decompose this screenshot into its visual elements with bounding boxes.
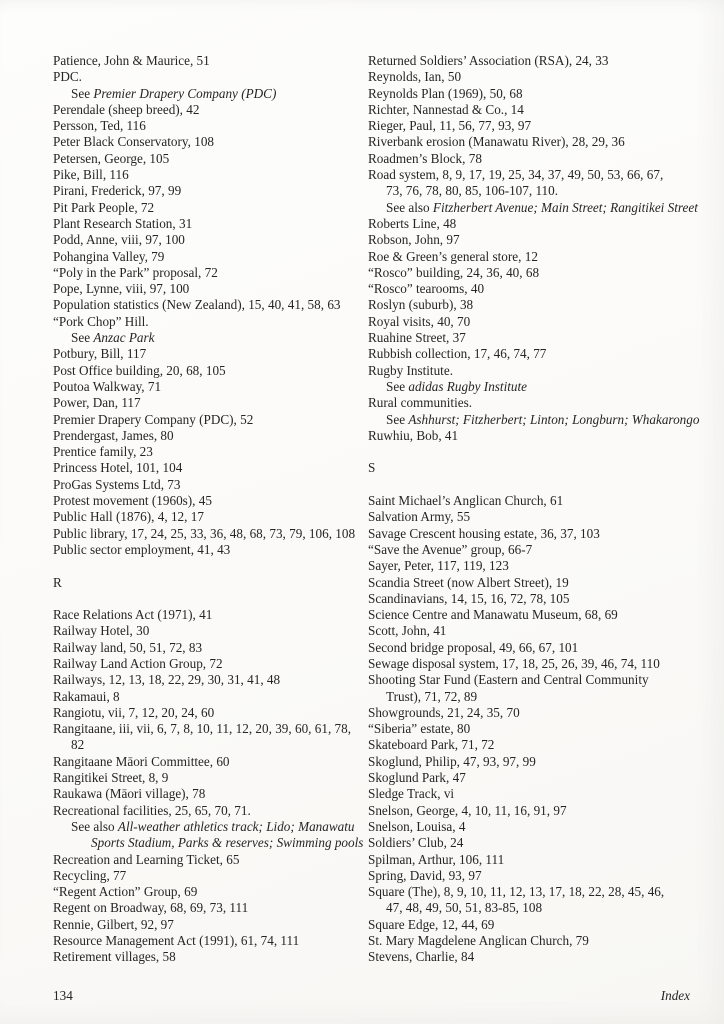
- index-entry: Population statistics (New Zealand), 15, 40, 41, 58, 63: [53, 297, 341, 313]
- index-entry: Resource Management Act (1991), 61, 74, 111: [53, 933, 300, 949]
- index-entry: Rangitaane Māori Committee, 60: [53, 753, 230, 769]
- index-entry: Persson, Ted, 116: [53, 118, 146, 134]
- index-entry: Square (The), 8, 9, 10, 11, 12, 13, 17, 18, 22, 28, 45, 46,: [368, 884, 665, 900]
- index-entry: Railways, 12, 13, 18, 22, 29, 30, 31, 41, 48: [53, 672, 281, 688]
- index-entry: Peter Black Conservatory, 108: [53, 134, 215, 150]
- index-entry-continuation: Trust), 71, 72, 89: [386, 688, 478, 704]
- index-entry: Sewage disposal system, 17, 18, 25, 26, 39, 46, 74, 110: [368, 655, 660, 671]
- index-entry-continuation: 73, 76, 78, 80, 85, 106-107, 110.: [386, 183, 559, 199]
- index-entry: Patience, John & Maurice, 51: [53, 53, 210, 68]
- index-entry: Scandinavians, 14, 15, 16, 72, 78, 105: [368, 590, 570, 606]
- index-entry: “Regent Action” Group, 69: [53, 884, 198, 900]
- index-entry: Prentice family, 23: [53, 444, 153, 460]
- index-entry: Recreation and Learning Ticket, 65: [53, 851, 240, 867]
- index-entry: Poutoa Walkway, 71: [53, 378, 162, 394]
- see-reference: Sports Stadium, Parks & reserves; Swimming pools: [91, 835, 364, 851]
- index-entry: Riverbank erosion (Manawatu River), 28, 29, 36: [368, 134, 625, 150]
- index-entry: Regent on Broadway, 68, 69, 73, 111: [53, 900, 249, 916]
- index-entry: PDC.: [53, 69, 82, 85]
- index-entry: Rangiotu, vii, 7, 12, 20, 24, 60: [53, 704, 215, 720]
- index-entry: “Pork Chop” Hill.: [53, 313, 149, 329]
- index-entry: Perendale (sheep breed), 42: [53, 101, 200, 117]
- blank-line: [53, 591, 363, 607]
- index-entry: Retirement villages, 58: [53, 949, 176, 965]
- index-entry: “Rosco” building, 24, 36, 40, 68: [368, 264, 540, 280]
- running-footer-index-label: Index: [660, 988, 690, 1003]
- index-entry: Roadmen’s Block, 78: [368, 150, 482, 166]
- index-entry: Princess Hotel, 101, 104: [53, 460, 183, 476]
- index-entry: Roberts Line, 48: [368, 215, 457, 231]
- index-entry: Public sector employment, 41, 43: [53, 541, 231, 557]
- index-entry: Railway land, 50, 51, 72, 83: [53, 639, 203, 655]
- index-entry: Railway Land Action Group, 72: [53, 655, 223, 671]
- index-entry: Reynolds Plan (1969), 50, 68: [368, 85, 523, 101]
- index-entry: Snelson, Louisa, 4: [368, 818, 466, 834]
- index-entry: Skoglund Park, 47: [368, 770, 466, 786]
- index-entry: Post Office building, 20, 68, 105: [53, 362, 226, 378]
- index-entry: Pike, Bill, 116: [53, 167, 129, 183]
- index-entry: Square Edge, 12, 44, 69: [368, 916, 495, 932]
- index-entry: Pope, Lynne, viii, 97, 100: [53, 281, 190, 297]
- blank-line: [53, 558, 363, 574]
- index-column-right: [368, 53, 699, 966]
- index-entry: Skateboard Park, 71, 72: [368, 737, 495, 753]
- index-entry: Skoglund, Philip, 47, 93, 97, 99: [368, 753, 536, 769]
- index-entry: Public Hall (1876), 4, 12, 17: [53, 509, 204, 525]
- index-entry: “Rosco” tearooms, 40: [368, 281, 485, 297]
- see-reference: See Ashhurst; Fitzherbert; Linton; Longburn; Whakarongo: [386, 411, 700, 427]
- index-entry: ProGas Systems Ltd, 73: [53, 476, 181, 492]
- index-entry: “Siberia” estate, 80: [368, 721, 471, 737]
- section-heading: R: [53, 574, 63, 590]
- index-entry: Pohangina Valley, 79: [53, 248, 165, 264]
- index-entry: Saint Michael’s Anglican Church, 61: [368, 493, 564, 509]
- index-entry: “Poly in the Park” proposal, 72: [53, 264, 218, 280]
- index-entry-continuation: 82: [71, 737, 85, 753]
- index-entry: Reynolds, Ian, 50: [368, 69, 462, 85]
- index-entry: Robson, John, 97: [368, 232, 460, 248]
- index-entry: Prendergast, James, 80: [53, 427, 174, 443]
- section-heading: S: [368, 460, 376, 476]
- index-entry: Race Relations Act (1971), 41: [53, 607, 213, 623]
- index-entry: Railway Hotel, 30: [53, 623, 150, 639]
- index-entry: Recycling, 77: [53, 867, 127, 883]
- index-entry: Scandia Street (now Albert Street), 19: [368, 574, 569, 590]
- index-entry: Ruahine Street, 37: [368, 330, 466, 346]
- index-entry: Rubbish collection, 17, 46, 74, 77: [368, 346, 547, 362]
- index-entry: Rangitaane, iii, vii, 6, 7, 8, 10, 11, 12, 20, 39, 60, 61, 78,: [53, 721, 352, 737]
- index-column-left: [53, 53, 363, 966]
- index-entry: Rugby Institute.: [368, 362, 453, 378]
- index-entry: Raukawa (Māori village), 78: [53, 786, 206, 802]
- index-entry: Recreational facilities, 25, 65, 70, 71.: [53, 802, 251, 818]
- index-entry: Savage Crescent housing estate, 36, 37, 103: [368, 525, 600, 541]
- index-entry: Potbury, Bill, 117: [53, 346, 147, 362]
- index-entry: Ruwhiu, Bob, 41: [368, 427, 459, 443]
- index-entry: Sledge Track, vi: [368, 786, 455, 802]
- blank-line: [368, 477, 699, 493]
- index-entry: Pit Park People, 72: [53, 199, 155, 215]
- index-entry-continuation: 47, 48, 49, 50, 51, 83-85, 108: [386, 900, 543, 916]
- index-entry: Richter, Nannestad & Co., 14: [368, 101, 524, 117]
- index-entry: Petersen, George, 105: [53, 150, 170, 166]
- index-entry: Podd, Anne, viii, 97, 100: [53, 232, 185, 248]
- index-entry: “Save the Avenue” group, 66-7: [368, 541, 533, 557]
- index-entry: Soldiers’ Club, 24: [368, 835, 464, 851]
- index-entry: Returned Soldiers’ Association (RSA), 24, 33: [368, 53, 609, 68]
- index-entry: Rangitikei Street, 8, 9: [53, 770, 169, 786]
- index-entry: Rennie, Gilbert, 92, 97: [53, 916, 174, 932]
- index-entry: Spring, David, 93, 97: [368, 867, 482, 883]
- see-reference: See also All-weather athletics track; Lido; Manawatu: [71, 818, 355, 834]
- blank-line: [368, 444, 699, 460]
- index-entry: Road system, 8, 9, 17, 19, 25, 34, 37, 49, 50, 53, 66, 67,: [368, 167, 664, 183]
- index-entry: Pirani, Frederick, 97, 99: [53, 183, 182, 199]
- index-entry: Premier Drapery Company (PDC), 52: [53, 411, 254, 427]
- index-entry: Stevens, Charlie, 84: [368, 949, 475, 965]
- index-entry: Public library, 17, 24, 25, 33, 36, 48, 68, 73, 79, 106, 108: [53, 525, 356, 541]
- index-entry: Roe & Green’s general store, 12: [368, 248, 538, 264]
- index-entry: Roslyn (suburb), 38: [368, 297, 474, 313]
- index-entry: Showgrounds, 21, 24, 35, 70: [368, 704, 520, 720]
- index-entry: St. Mary Magdelene Anglican Church, 79: [368, 933, 589, 949]
- see-reference: See Anzac Park: [71, 330, 155, 346]
- index-entry: Rural communities.: [368, 395, 473, 411]
- index-entry: Sayer, Peter, 117, 119, 123: [368, 558, 509, 574]
- page-number: 134: [53, 988, 73, 1003]
- index-entry: Protest movement (1960s), 45: [53, 493, 212, 509]
- index-entry: Royal visits, 40, 70: [368, 313, 471, 329]
- index-entry: Rakamaui, 8: [53, 688, 120, 704]
- index-entry: Shooting Star Fund (Eastern and Central Community: [368, 672, 649, 688]
- index-entry: Power, Dan, 117: [53, 395, 141, 411]
- index-entry: Plant Research Station, 31: [53, 215, 193, 231]
- see-reference: See also Fitzherbert Avenue; Main Street; Rangitikei Street: [386, 199, 698, 215]
- index-entry: Rieger, Paul, 11, 56, 77, 93, 97: [368, 118, 532, 134]
- index-entry: Snelson, George, 4, 10, 11, 16, 91, 97: [368, 802, 567, 818]
- see-reference: See Premier Drapery Company (PDC): [71, 85, 277, 101]
- see-reference: See adidas Rugby Institute: [386, 378, 528, 394]
- index-entry: Spilman, Arthur, 106, 111: [368, 851, 505, 867]
- index-entry: Scott, John, 41: [368, 623, 447, 639]
- index-entry: Salvation Army, 55: [368, 509, 471, 525]
- index-entry: Science Centre and Manawatu Museum, 68, 69: [368, 607, 618, 623]
- index-entry: Second bridge proposal, 49, 66, 67, 101: [368, 639, 579, 655]
